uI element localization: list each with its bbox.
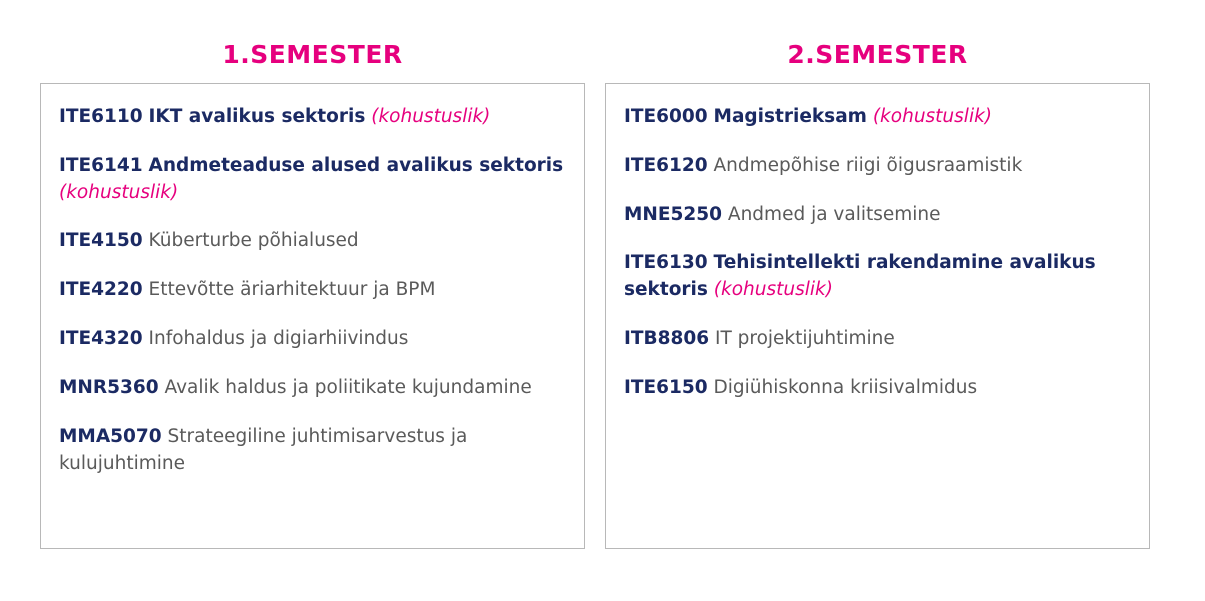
course-code: ITE4320 <box>59 328 143 350</box>
course-item <box>59 228 566 255</box>
semester-column-2 <box>605 40 1150 549</box>
course-item <box>624 104 1131 131</box>
course-code: ITE6000 <box>624 106 708 127</box>
course-code: ITE6110 <box>59 106 143 127</box>
course-item <box>59 424 566 478</box>
course-code: ITE4220 <box>59 279 143 301</box>
course-item <box>624 202 1131 229</box>
course-code: ITE6120 <box>624 154 708 176</box>
course-name: Andmepõhise riigi õigusraamistik <box>713 154 1023 176</box>
semester-2-course-card <box>605 83 1150 549</box>
course-name: Avalik haldus ja poliitikate kujundamine <box>164 376 532 398</box>
course-code: ITE6150 <box>624 376 708 398</box>
course-name: Tehisintellekti rakendamine avalikus sektoris <box>624 252 1096 301</box>
course-name: Ettevõtte äriarhitektuur ja BPM <box>148 279 436 301</box>
course-code: MMA5070 <box>59 425 162 447</box>
course-item <box>59 104 566 131</box>
course-item <box>624 153 1131 180</box>
course-tag: (kohustuslik) <box>371 106 491 127</box>
course-name: Strateegiline juhtimisarvestus ja kulujuhtimine <box>59 425 468 474</box>
semester-1-course-card <box>40 83 585 549</box>
semester-column-1 <box>40 40 585 549</box>
semester-2-title: 2.SEMESTER <box>787 40 968 69</box>
course-code: ITE4150 <box>59 230 143 252</box>
course-name: Andmed ja valitsemine <box>727 203 941 225</box>
course-code: ITB8806 <box>624 328 710 350</box>
course-name: Digiühiskonna kriisivalmidus <box>713 376 978 398</box>
course-item <box>59 277 566 304</box>
course-name: Infohaldus ja digiarhiivindus <box>148 328 409 350</box>
course-name: Magistrieksam <box>713 106 867 127</box>
course-code: MNE5250 <box>624 203 723 225</box>
course-code: MNR5360 <box>59 376 159 398</box>
course-item <box>59 375 566 402</box>
course-item <box>59 153 566 207</box>
course-item <box>59 326 566 353</box>
course-name: Küberturbe põhialused <box>148 230 359 252</box>
course-name: IT projektijuhtimine <box>714 328 895 350</box>
course-name: IKT avalikus sektoris <box>148 106 366 127</box>
semester-1-title: 1.SEMESTER <box>222 40 403 69</box>
course-tag: (kohustuslik) <box>713 279 833 301</box>
course-item <box>624 326 1131 353</box>
course-code: ITE6141 <box>59 154 143 176</box>
course-code: ITE6130 <box>624 252 708 274</box>
course-tag: (kohustuslik) <box>59 181 179 203</box>
course-tag: (kohustuslik) <box>872 106 993 127</box>
course-name: Andmeteaduse alused avalikus sektoris <box>148 154 564 176</box>
course-item <box>624 250 1131 304</box>
course-item <box>624 375 1131 402</box>
